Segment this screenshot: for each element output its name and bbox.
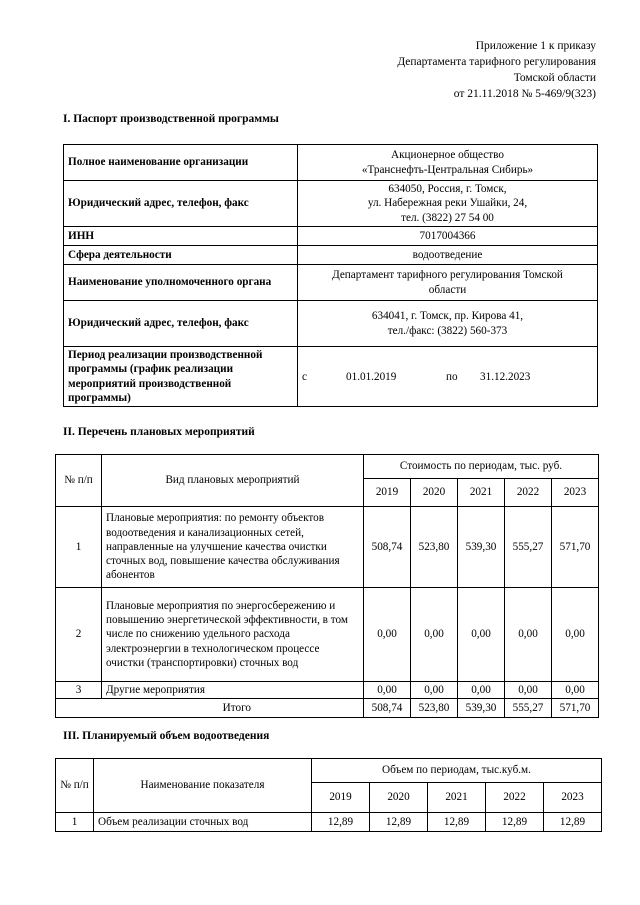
year-header: 2019 [312,783,370,813]
row-label: Полное наименование организации [64,145,298,181]
table-row [64,227,598,246]
year-header: 2021 [428,783,486,813]
header-line: от 21.11.2018 № 5-469/9(323) [453,88,596,100]
row-value: 0,00 [505,682,552,699]
row-label: Юридический адрес, телефон, факс [64,181,298,227]
year-header: 2021 [458,479,505,507]
year-header: 2023 [552,479,599,507]
value-line: «Транснефть-Центральная Сибирь» [361,163,534,176]
row-value: 0,00 [458,588,505,682]
total-value: 523,80 [411,699,458,718]
row-value [298,227,598,246]
row-name: Другие мероприятия [102,682,364,699]
row-value: 12,89 [312,813,370,832]
row-value: 571,70 [552,507,599,588]
row-num: 1 [56,507,102,588]
value-line: тел. (3822) 27 54 00 [401,211,494,224]
row-num: 1 [56,813,94,832]
value-line: 634041, г. Томск, пр. Кирова 41, [371,310,524,323]
row-value [298,265,598,301]
period-to-date: 31.12.2023 [480,370,531,383]
section1-title: I. Паспорт производственной программы [63,113,279,125]
table-row [64,347,598,407]
row-label: ИНН [64,227,298,246]
row-value: 0,00 [505,588,552,682]
col-name-header: Вид плановых мероприятий [102,455,364,507]
total-value: 571,70 [552,699,599,718]
row-name: Плановые мероприятия: по ремонту объектов водоотведения и канализационных сетей, направленные на улучшение качества очистки сточных вод, повышение качества обслуживания абонентов [102,507,364,588]
passport-table [63,144,598,407]
period-to-word: по [446,370,458,383]
period-from-word: с [302,370,307,383]
year-header: 2022 [505,479,552,507]
row-value [298,145,598,181]
measures-table [55,454,599,718]
row-value: 0,00 [411,588,458,682]
row-value: 555,27 [505,507,552,588]
year-header: 2023 [544,783,602,813]
row-value: 12,89 [428,813,486,832]
year-header: 2019 [364,479,411,507]
total-value: 555,27 [505,699,552,718]
row-num: 2 [56,588,102,682]
table-row [64,301,598,347]
table-row [64,246,598,265]
year-header: 2020 [370,783,428,813]
row-label: Юридический адрес, телефон, факс [64,301,298,347]
section3-title: III. Планируемый объем водоотведения [63,730,270,742]
period-value [298,347,598,407]
volume-table [55,758,602,832]
row-value: 0,00 [411,682,458,699]
row-value: 12,89 [544,813,602,832]
row-value [298,181,598,227]
row-value: 0,00 [364,682,411,699]
value-line: 634050, Россия, г. Томск, [388,183,507,196]
value-line: тел./факс: (3822) 560-373 [387,324,508,337]
total-empty-cell [56,699,102,718]
row-value: 0,00 [552,682,599,699]
row-value: 12,89 [370,813,428,832]
col-num-header: № п/п [56,455,102,507]
row-value: 539,30 [458,507,505,588]
table-row [56,682,599,699]
row-label: Наименование уполномоченного органа [64,265,298,301]
table-header-row [56,759,602,783]
document-header [397,38,596,102]
row-value: 0,00 [552,588,599,682]
row-value [298,301,598,347]
header-line: Приложение 1 к приказу [475,40,596,52]
value-line: ул. Набережная реки Ушайки, 24, [367,197,528,210]
total-label: Итого [102,699,364,718]
year-header: 2020 [411,479,458,507]
col-volume-header: Объем по периодам, тыс.куб.м. [312,759,602,783]
year-header: 2022 [486,783,544,813]
total-value: 508,74 [364,699,411,718]
row-value: 523,80 [411,507,458,588]
row-name: Объем реализации сточных вод [94,813,312,832]
col-name-header: Наименование показателя [94,759,312,813]
table-row [64,265,598,301]
table-header-row [56,455,599,479]
row-label: Сфера деятельности [64,246,298,265]
row-value: 12,89 [486,813,544,832]
table-row [64,181,598,227]
table-row [64,145,598,181]
section2-title: II. Перечень плановых мероприятий [63,426,255,438]
header-line: Томской области [513,72,596,84]
table-row [56,588,599,682]
col-num-header: № п/п [56,759,94,813]
total-value: 539,30 [458,699,505,718]
value-line: области [428,283,467,296]
row-value: 0,00 [458,682,505,699]
row-value: 508,74 [364,507,411,588]
header-line: Департамента тарифного регулирования [397,56,596,68]
row-name: Плановые мероприятия по энергосбережению и повышению энергетической эффективности, в том числе по снижению удельного расхода электроэнергии в технологическом процессе очистки (транспортировки) сточных вод [102,588,364,682]
value-line: Департамент тарифного регулирования Томской [332,269,563,282]
table-row [56,813,602,832]
value-line: водоотведение [412,248,483,261]
col-cost-header: Стоимость по периодам, тыс. руб. [364,455,599,479]
row-value [298,246,598,265]
row-num: 3 [56,682,102,699]
total-row [56,699,599,718]
period-from-date: 01.01.2019 [346,370,397,383]
value-line: 7017004366 [419,229,476,242]
value-line: Акционерное общество [391,149,504,162]
row-value: 0,00 [364,588,411,682]
period-label: Период реализации производственной программы (график реализации мероприятий производственной программы) [64,347,298,407]
table-row [56,507,599,588]
